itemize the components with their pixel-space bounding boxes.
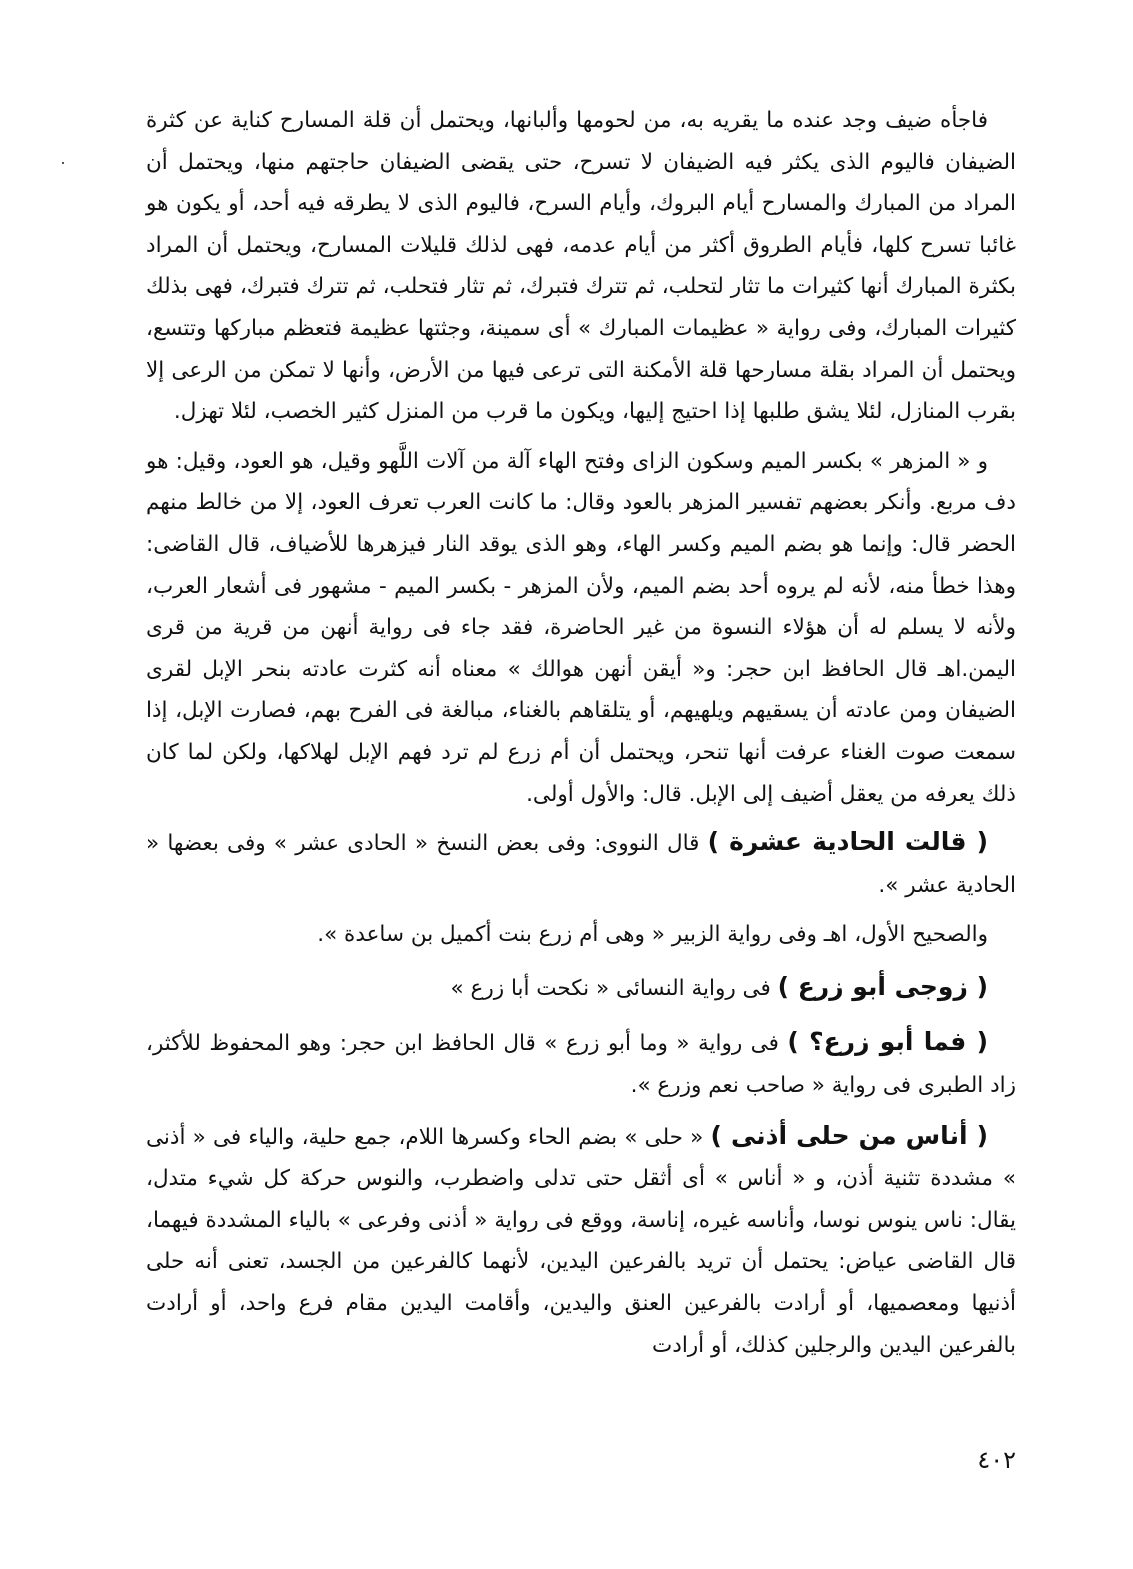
document-body: [146, 100, 1016, 1372]
paragraph-5-text: فى رواية النسائى « نكحت أبا زرع »: [450, 975, 771, 1001]
margin-speck: [62, 162, 64, 164]
paragraph-2: [146, 441, 1016, 815]
paragraph-3-text: قال النووى: وفى بعض النسخ « الحادى عشر » وفى بعضها « الحادية عشر ».: [146, 831, 1016, 898]
heading-anas-min-huli: ( أناس من حلى أذنى ): [710, 1120, 988, 1150]
paragraph-7-text: « حلى » بضم الحاء وكسرها اللام، جمع حلية، والياء فى « أذنى » مشددة تثنية أذن، و « أناس » أى أثقل حتى تدلى واضطرب، والنوس حركة كل شيء متدل، يقال: ناس ينوس نوسا، وأناسه غيره، إناسة، ووقع فى رواية « أذنى وفرعى » بالياء المشددة فيهما، قال القاضى عياض: يحتمل أن تريد بالفرعين اليدين، لأنهما كالفرعين من الجسد، تعنى أنه حلى أذنيها ومعصميها، أو أرادت بالفرعين العنق واليدين، وأقامت اليدين مقام فرع واحد، أو أرادت بالفرعين اليدين والرجلين كذلك، أو أرادت: [146, 1124, 1016, 1358]
paragraph-5: [146, 966, 1016, 1010]
paragraph-2-text: و « المزهر » بكسر الميم وسكون الزاى وفتح الهاء آلة من آلات اللَّهو وقيل، هو العود، وقيل: هو دف مربع. وأنكر بعضهم تفسير المزهر بالعود وقال: ما كانت العرب تعرف العود، إلا من خالط منهم الحضر قال: وإنما هو بضم الميم وكسر الهاء، وهو الذى يوقد النار فيزهرها للأضياف، قال القاضى: وهذا خطأ منه، لأنه لم يروه أحد بضم الميم، ولأن المزهر - بكسر الميم - مشهور فى أشعار العرب، ولأنه لا يسلم له أن هؤلاء النسوة من غير الحاضرة، فقد جاء فى رواية أنهن من قرية من قرى اليمن.اهـ قال الحافظ ابن حجر: و« أيقن أنهن هوالك » معناه أنه كثرت عادته بنحر الإبل لقرى الضيفان ومن عادته أن يسقيهم ويلهيهم، أو يتلقاهم بالغناء، مبالغة فى الفرح بهم، فصارت الإبل، إذا سمعت صوت الغناء عرفت أنها تنحر، ويحتمل أن أم زرع لم ترد فهم الإبل لهلاكها، ولكن لما كان ذلك يعرفه من يعقل أضيف إلى الإبل. قال: والأول أولى.: [146, 448, 1016, 807]
paragraph-6: [146, 1021, 1016, 1106]
paragraph-1-text: فاجأه ضيف وجد عنده ما يقريه به، من لحومها وألبانها، ويحتمل أن قلة المسارح كناية عن كثرة الضيفان فاليوم الذى يكثر فيه الضيفان لا تسرح، حتى يقضى الضيفان حاجتهم منها، ويحتمل أن المراد من المبارك والمسارح أيام البروك، وأيام السرح، فاليوم الذى لا يطرقه فيه أحد، أو يكون هو غائبا تسرح كلها، فأيام الطروق أكثر من أيام عدمه، فهى لذلك قليلات المسارح، ويحتمل أن المراد بكثرة المبارك أنها كثيرات ما تثار لتحلب، ثم تترك فتبرك، ثم تثار فتحلب، ثم تترك فتبرك، فهى بذلك كثيرات المبارك، وفى رواية « عظيمات المبارك » أى سمينة، وجثتها عظيمة فتعظم مباركها وتتسع، ويحتمل أن المراد بقلة مسارحها قلة الأمكنة التى ترعى فيها من الأرض، وأنها لا تمكن من الرعى إلا بقرب المنازل، لئلا يشق طلبها إذا احتيج إليها، ويكون ما قرب من المنزل كثير الخصب، لئلا تهزل.: [146, 108, 1016, 425]
page-number: ٤٠٢: [977, 1446, 1016, 1474]
paragraph-4-text: والصحيح الأول، اهـ وفى رواية الزبير « وهى أم زرع بنت أكميل بن ساعدة ».: [317, 922, 988, 948]
heading-hadiya-ashra: ( قالت الحادية عشرة ): [707, 827, 989, 857]
paragraph-4: [146, 914, 1016, 956]
paragraph-3: [146, 821, 1016, 906]
paragraph-1: [146, 100, 1016, 433]
paragraph-6-text: فى رواية « وما أبو زرع » قال الحافظ ابن حجر: وهو المحفوظ للأكثر، زاد الطبرى فى رواية « صاحب نعم وزرع ».: [146, 1031, 1016, 1099]
paragraph-7: [146, 1115, 1016, 1367]
heading-zawji-abu-zar: ( زوجى أبو زرع ): [777, 971, 988, 1001]
heading-fama-abu-zar: ( فما أبو زرع؟ ): [787, 1027, 988, 1057]
